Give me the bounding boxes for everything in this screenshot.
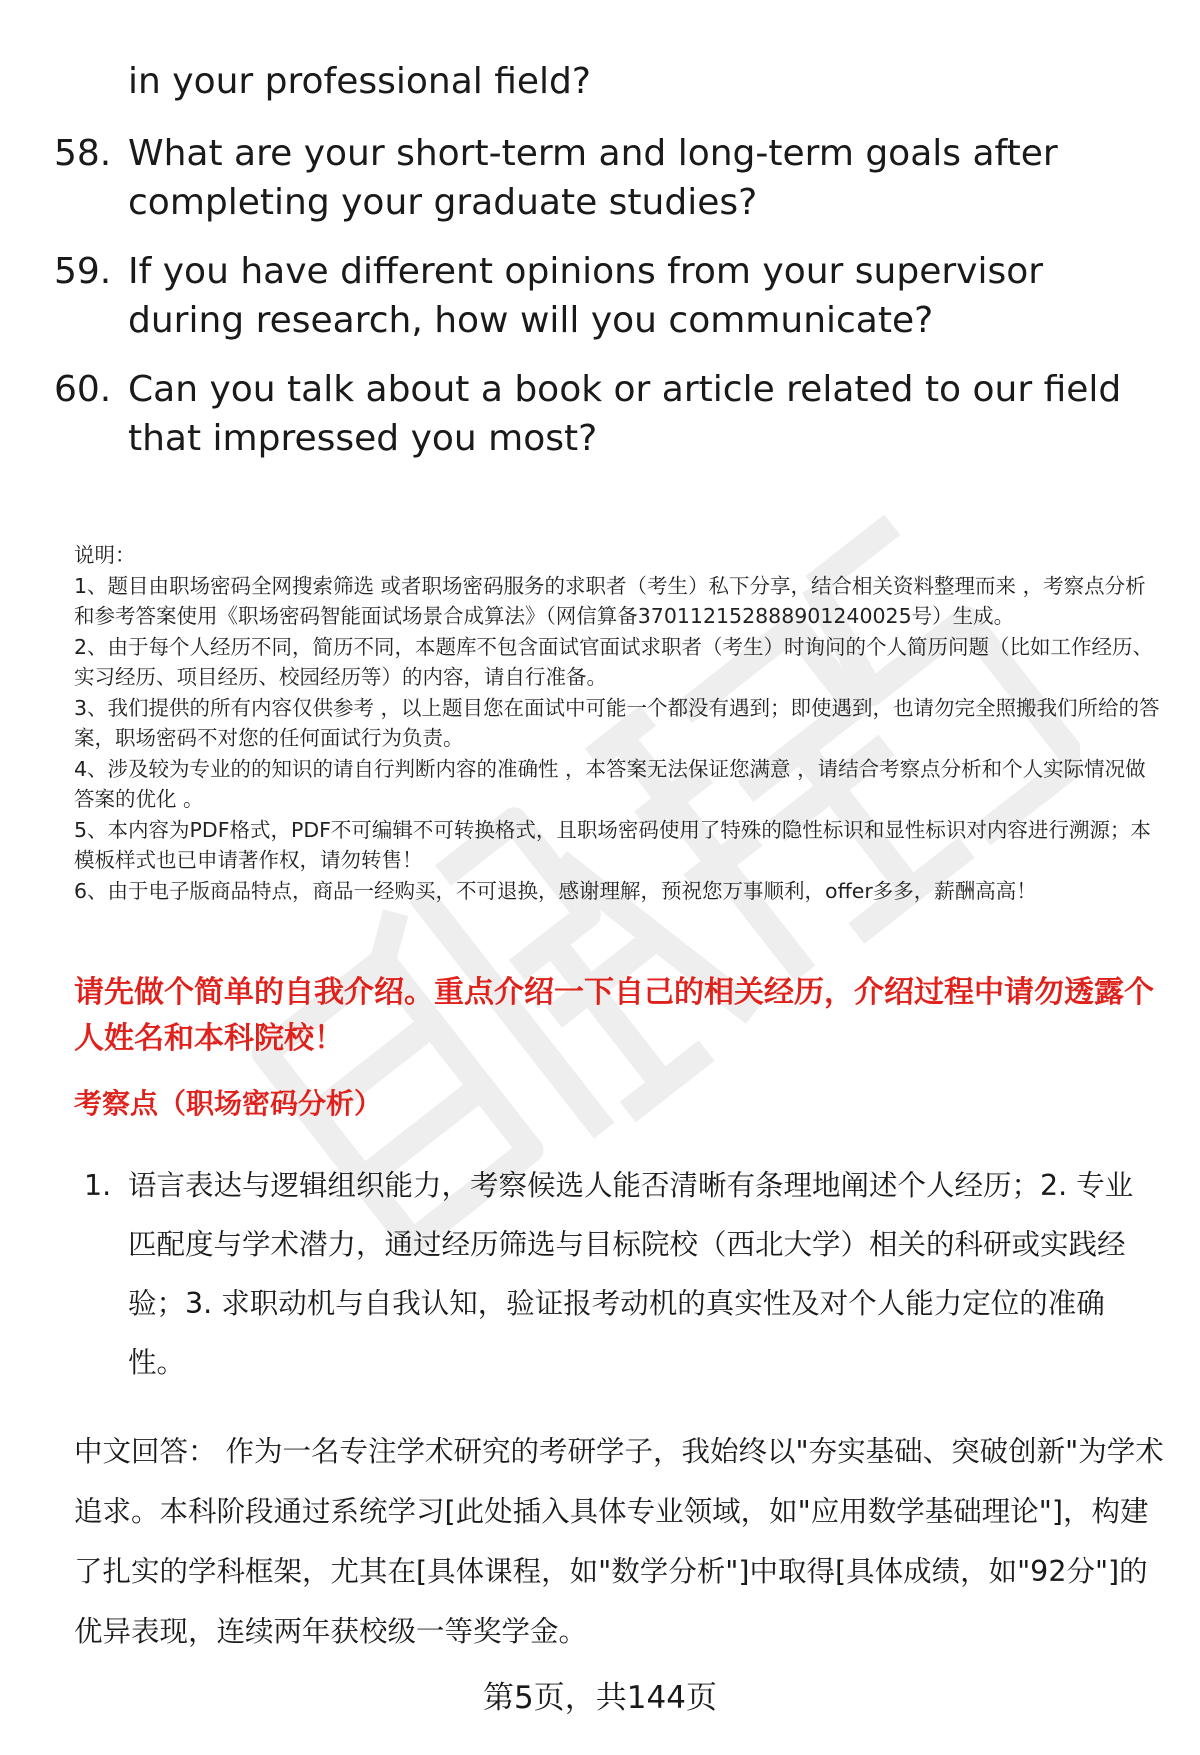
question-text: If you have different opinions from your supervisor during research, how will you communicate? <box>128 251 1044 341</box>
chinese-answer: 中文回答： 作为一名专注学术研究的考研学子，我始终以"夯实基础、突破创新"为学术追求。本科阶段通过系统学习[此处插入具体专业领域，如"应用数学基础理论"]，构建了扎实的学科框架，尤其在[具体课程，如"数学分析"]中取得[具体成绩，如"92分"]的优异表现，连续两年获校级一等奖学金。 <box>74 1435 1164 1648</box>
question-number: 59. <box>54 251 112 292</box>
note-item: 6、由于电子版商品特点，商品一经购买，不可退换，感谢理解，预祝您万事顺利，offer多多，薪酬高高！ <box>74 878 1037 903</box>
note-item: 5、本内容为PDF格式，PDF不可编辑不可转换格式，且职场密码使用了特殊的隐性标识和显性标识对内容进行溯源；本模板样式也已申请著作权，请勿转售！ <box>74 817 1151 872</box>
note-item: 1、题目由职场密码全网搜索筛选 或者职场密码服务的求职者（考生）私下分享，结合相关资料整理而来 ，考察点分析和参考答案使用《职场密码智能面试场景合成算法》（网信算备370112152888901240025号）生成。 <box>74 573 1146 628</box>
question-text: Can you talk about a book or article related to our field that impressed you most? <box>128 369 1122 459</box>
analysis-list-item <box>84 1156 1144 1392</box>
notes-heading: 说明： <box>74 543 136 567</box>
page-number: 第5页，共144页 <box>483 1680 717 1716</box>
question-60 <box>54 365 1164 463</box>
disclaimer-notes <box>74 540 1164 906</box>
question-59 <box>54 247 1164 345</box>
question-number: 60. <box>54 369 112 410</box>
question-text: What are your short-term and long-term goals after completing your graduate studies? <box>128 133 1058 223</box>
question-continuation: in your professional field? <box>128 61 592 102</box>
analysis-text: 语言表达与逻辑组织能力，考察候选人能否清晰有条理地阐述个人经历；2. 专业匹配度与学术潜力，通过经历筛选与目标院校（西北大学）相关的科研或实践经验；3. 求职动机与自我认知，验证报考动机的真实性及对个人能力定位的准确性。 <box>128 1169 1134 1379</box>
question-58 <box>54 129 1164 227</box>
interview-question-title: 请先做个简单的自我介绍。重点介绍一下自己的相关经历，介绍过程中请勿透露个人姓名和本科院校！ <box>74 975 1154 1056</box>
question-number: 58. <box>54 133 112 174</box>
analysis-number: 1. <box>84 1169 112 1202</box>
note-item: 4、涉及较为专业的的知识的请自行判断内容的准确性 ，本答案无法保证您满意 ，请结合考察点分析和个人实际情况做答案的优化 。 <box>74 756 1146 811</box>
note-item: 2、由于每个人经历不同，简历不同，本题库不包含面试官面试求职者（考生）时询问的个人简历问题（比如工作经历、实习经历、项目经历、校园经历等）的内容，请自行准备。 <box>74 634 1154 689</box>
note-item: 3、我们提供的所有内容仅供参考 ，以上题目您在面试中可能一个都没有遇到；即使遇到，也请勿完全照搬我们所给的答案，职场密码不对您的任何面试行为负责。 <box>74 695 1160 750</box>
analysis-heading: 考察点（职场密码分析） <box>74 1087 383 1120</box>
